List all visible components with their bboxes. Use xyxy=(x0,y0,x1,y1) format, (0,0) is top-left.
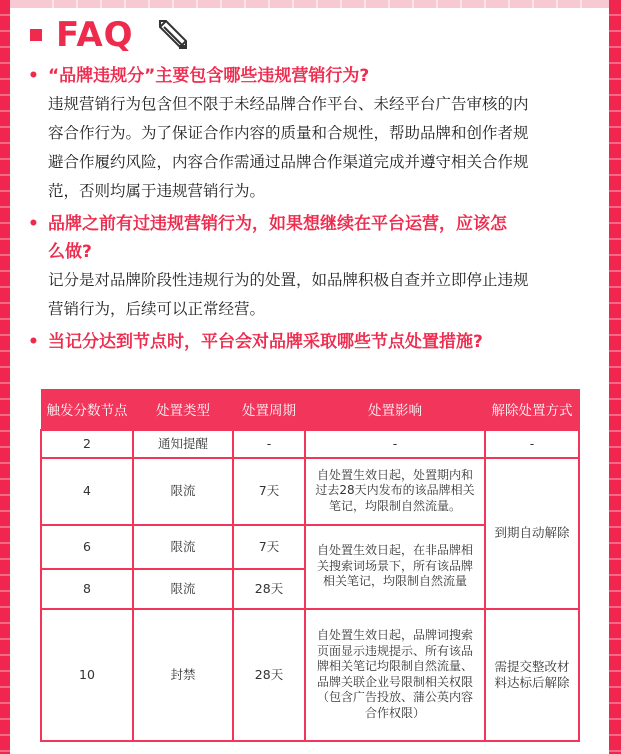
faq-header xyxy=(30,14,192,56)
faq-list xyxy=(24,62,581,356)
left-border xyxy=(0,0,10,754)
cell-period: 28天 xyxy=(233,569,305,609)
square-bullet-icon xyxy=(30,29,42,41)
answer-line: 避合作履约风险，内容合作需通过品牌合作渠道完成并遵守相关合作规 xyxy=(48,153,529,171)
column-header: 处置类型 xyxy=(133,390,233,430)
question-line: 么做? xyxy=(48,242,92,262)
cell-type: 限流 xyxy=(133,525,233,569)
faq-question-2 xyxy=(24,210,581,266)
faq-answer-2 xyxy=(24,266,581,324)
cell-release: - xyxy=(485,430,579,458)
penalty-table xyxy=(40,389,580,742)
cell-effect: 自处置生效日起，品牌词搜索页面显示违规提示、所有该品牌相关笔记均限制自然流量、品牌关联企业号限制相关权限（包含广告投放、蒲公英内容合作权限） xyxy=(305,609,485,741)
top-border-grid xyxy=(30,0,591,8)
right-border xyxy=(609,0,621,754)
table-row xyxy=(41,458,579,525)
cell-score: 8 xyxy=(41,569,133,609)
faq-question-3 xyxy=(24,328,581,356)
question-text: “品牌违规分”主要包含哪些违规营销行为? xyxy=(48,66,370,86)
column-header: 解除处置方式 xyxy=(485,390,579,430)
cell-type: 封禁 xyxy=(133,609,233,741)
cell-release: 需提交整改材料达标后解除 xyxy=(485,609,579,741)
cell-score: 2 xyxy=(41,430,133,458)
cell-type: 限流 xyxy=(133,569,233,609)
table-header-row xyxy=(41,390,579,430)
bullet: • xyxy=(28,332,39,352)
column-header: 触发分数节点 xyxy=(41,390,133,430)
cell-period: 7天 xyxy=(233,458,305,525)
cell-score: 10 xyxy=(41,609,133,741)
bullet: • xyxy=(28,66,39,86)
cell-effect: - xyxy=(305,430,485,458)
cell-effect: 自处置生效日起，在非品牌相关搜索词场景下，所有该品牌相关笔记，均限制自然流量 xyxy=(305,525,485,609)
cell-period: 28天 xyxy=(233,609,305,741)
answer-line: 容合作行为。为了保证合作内容的质量和合规性，帮助品牌和创作者规 xyxy=(48,124,529,142)
cell-release-merged: 到期自动解除 xyxy=(485,458,579,609)
column-header: 处置周期 xyxy=(233,390,305,430)
answer-line: 营销行为，后续可以正常经营。 xyxy=(48,300,266,318)
pencil-icon xyxy=(152,15,192,55)
table-row xyxy=(41,430,579,458)
page-title: FAQ xyxy=(56,15,134,55)
cell-score: 6 xyxy=(41,525,133,569)
cell-score: 4 xyxy=(41,458,133,525)
cell-period: 7天 xyxy=(233,525,305,569)
cell-period: - xyxy=(233,430,305,458)
column-header: 处置影响 xyxy=(305,390,485,430)
cell-type: 限流 xyxy=(133,458,233,525)
faq-question-1 xyxy=(24,62,581,90)
question-text xyxy=(48,210,507,266)
answer-line: 违规营销行为包含但不限于未经品牌合作平台、未经平台广告审核的内 xyxy=(48,95,529,113)
answer-line: 范，否则均属于违规营销行为。 xyxy=(48,182,266,200)
question-line: 品牌之前有过违规营销行为，如果想继续在平台运营，应该怎 xyxy=(48,214,507,234)
cell-type: 通知提醒 xyxy=(133,430,233,458)
cell-effect: 自处置生效日起，处置期内和过去28天内发布的该品牌相关笔记，均限制自然流量。 xyxy=(305,458,485,525)
bullet: • xyxy=(28,214,39,234)
answer-line: 记分是对品牌阶段性违规行为的处置，如品牌积极自查并立即停止违规 xyxy=(48,271,529,289)
table-row xyxy=(41,609,579,741)
question-text: 当记分达到节点时，平台会对品牌采取哪些节点处置措施? xyxy=(48,332,483,352)
faq-answer-1 xyxy=(24,90,581,206)
